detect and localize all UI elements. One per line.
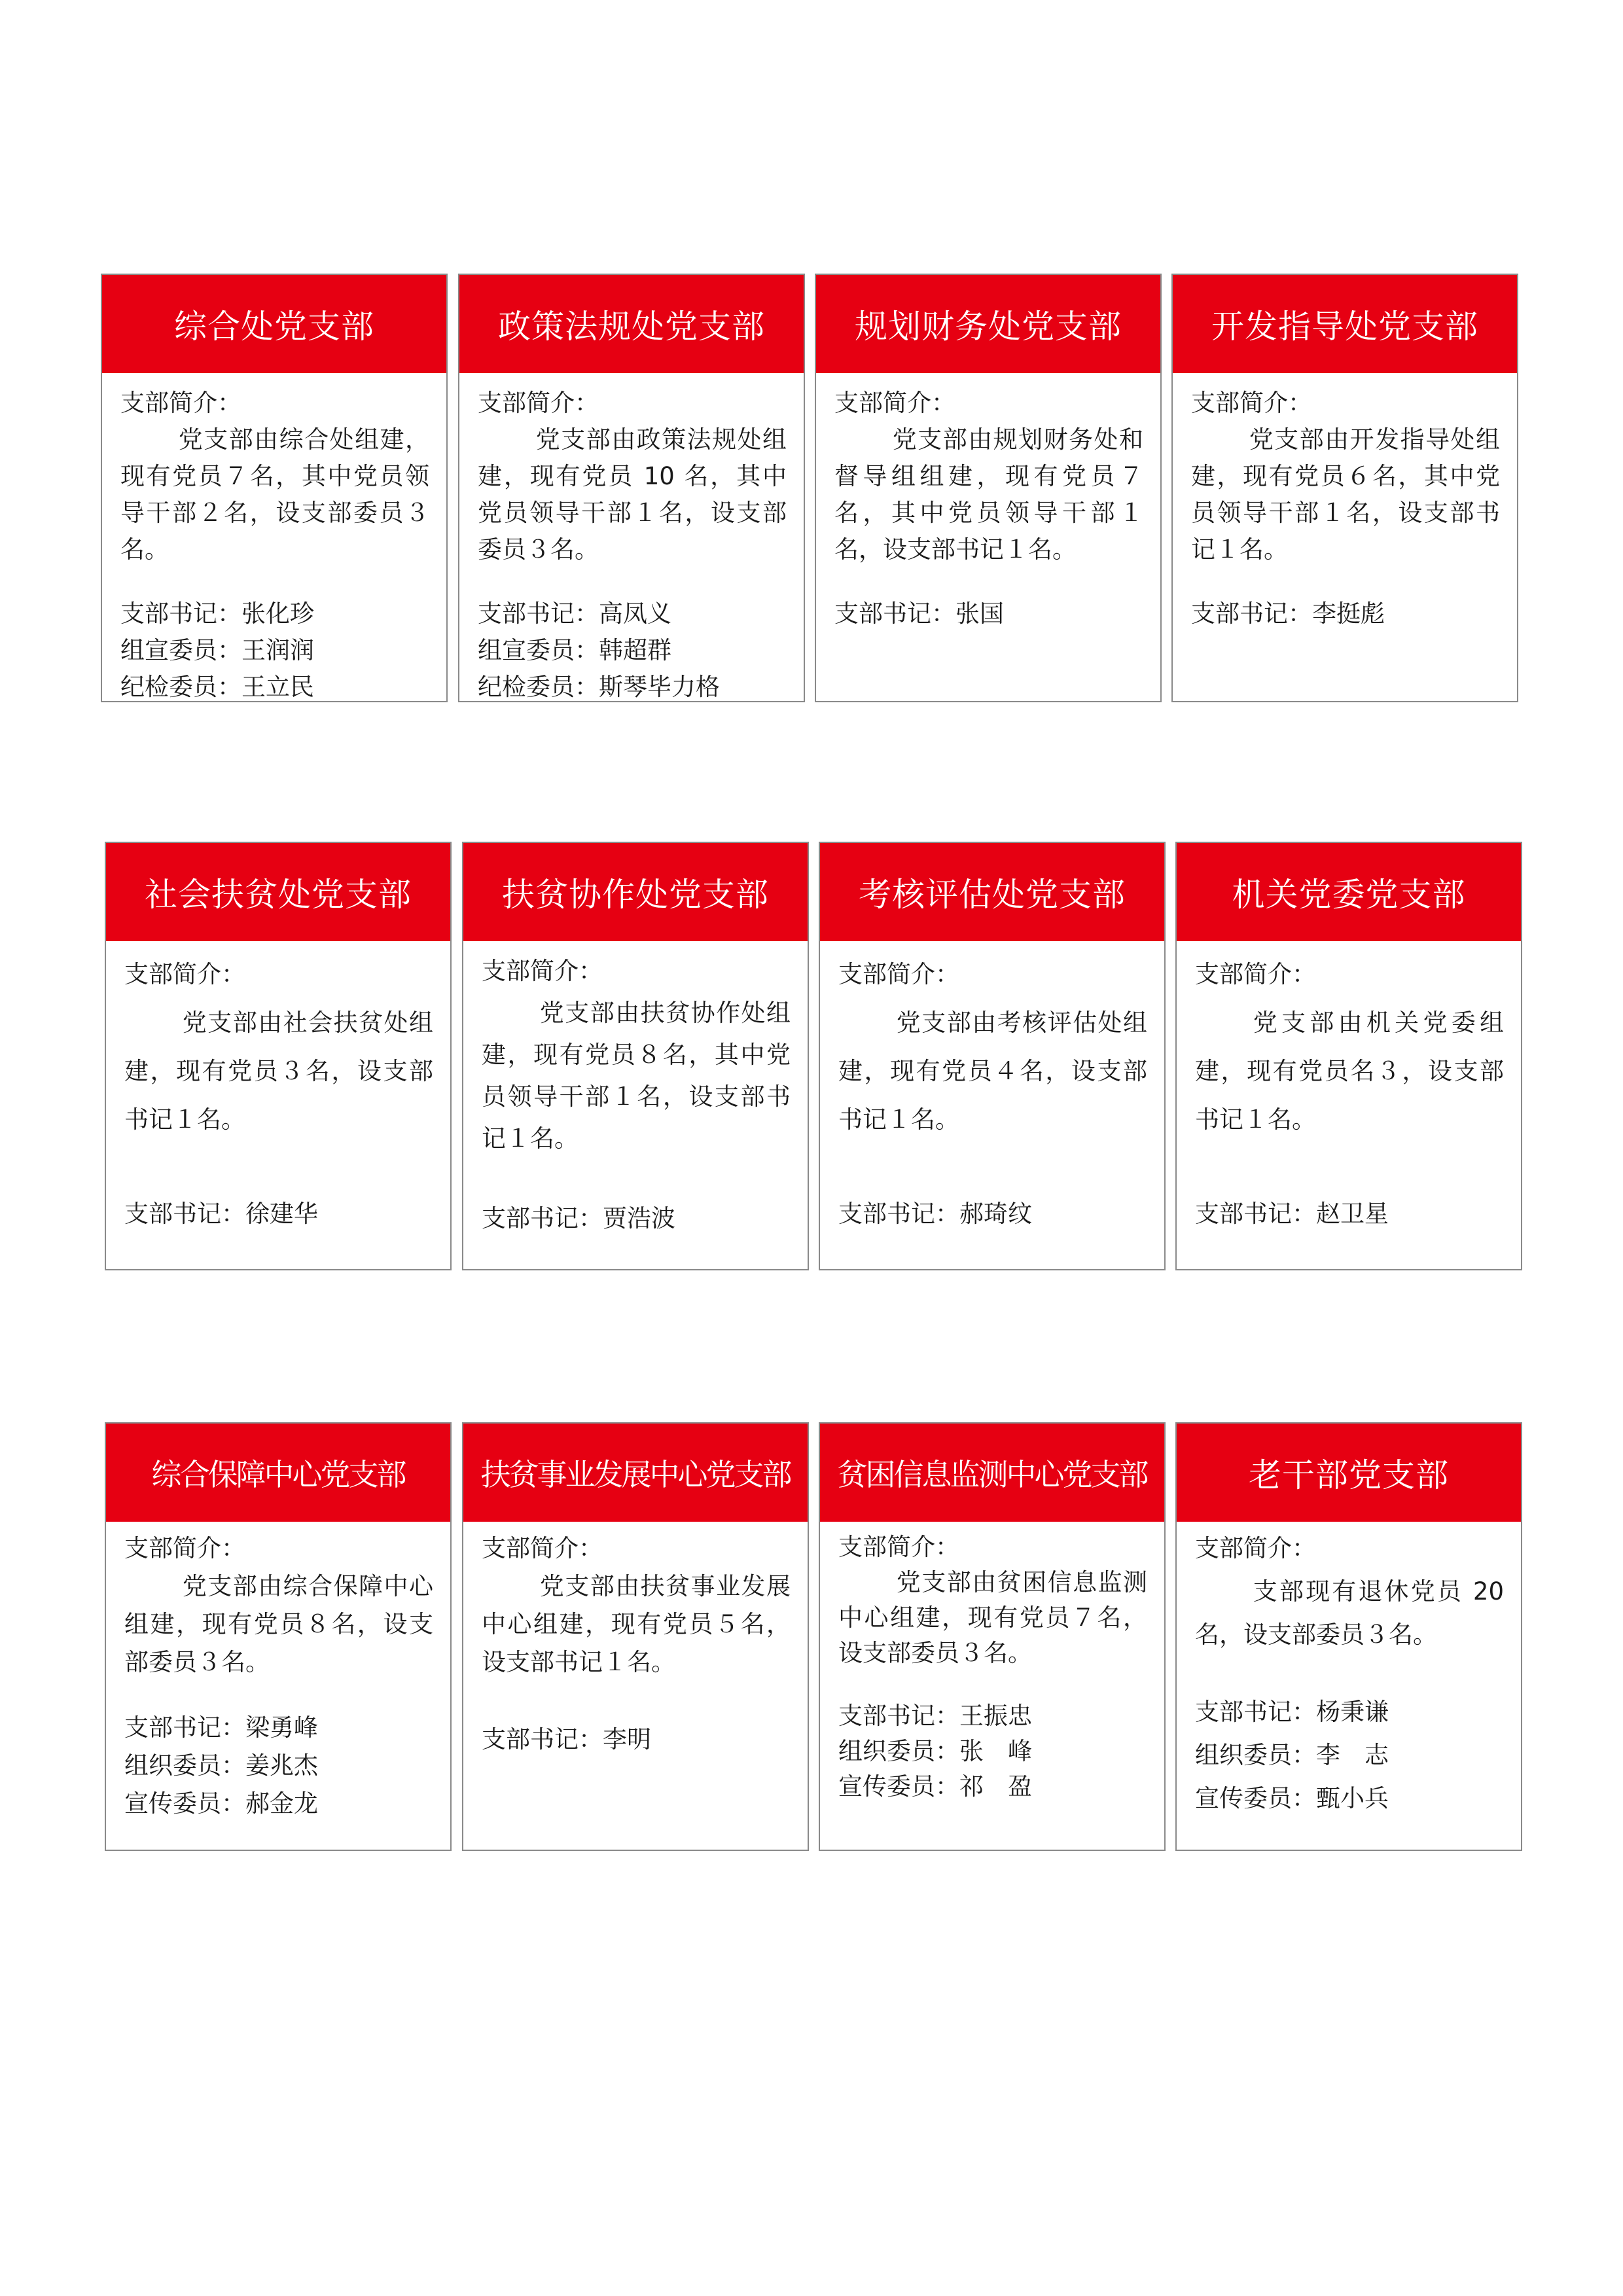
member-secretary: 支部书记：李挺彪 [1191,600,1385,628]
intro-text: 党支部由扶贫协作处组建，现有党员８名，其中党员领导干部１名，设支部书记１名。 [482,999,791,1153]
branch-body [463,1522,808,1759]
branch-title: 社会扶贫处党支部 [106,843,450,941]
branch-card-11 [819,1422,1166,1851]
intro-text: 支部现有退休党员 20 名，设支部委员３名。 [1195,1577,1504,1649]
branch-body [106,941,450,1238]
branch-title: 政策法规处党支部 [459,275,804,373]
member-secretary: 支部书记：贾浩波 [482,1204,675,1232]
intro-label: 支部简介： [1195,1534,1316,1562]
intro-label: 支部简介： [124,1534,245,1562]
member-3: 宣传委员：郝金龙 [124,1789,318,1818]
intro-text: 党支部由综合处组建，现有党员７名，其中党员领导干部２名，设支部委员３名。 [120,425,429,564]
intro-text: 党支部由社会扶贫处组建，现有党员３名，设支部书记１名。 [124,1009,433,1134]
branch-card-7 [819,842,1166,1270]
member-2: 组织委员：李 志 [1195,1741,1389,1769]
intro-label: 支部简介： [124,960,245,988]
spacer [834,568,1143,596]
branch-body [1173,373,1517,632]
branch-title: 综合保障中心党支部 [106,1424,450,1522]
member-secretary: 支部书记：杨秉谦 [1195,1698,1389,1726]
branch-body [102,373,446,706]
branch-title: 规划财务处党支部 [816,275,1160,373]
branch-card-1 [101,274,448,702]
spacer [1195,1144,1504,1190]
branch-card-8 [1175,842,1522,1270]
intro-label: 支部简介： [482,957,603,985]
branch-body [820,1522,1164,1804]
intro-label: 支部简介： [478,389,599,417]
intro-label: 支部简介： [834,389,955,417]
branch-card-5 [105,842,452,1270]
spacer [1195,1657,1504,1691]
spacer [124,1144,433,1190]
member-secretary: 支部书记：李明 [482,1725,651,1753]
spacer [478,568,787,596]
member-3: 纪检委员：王立民 [120,673,314,701]
member-2: 组织委员：张 峰 [838,1737,1032,1765]
intro-text: 党支部由扶贫事业发展中心组建，现有党员５名，设支部书记１名。 [482,1572,791,1676]
member-2: 组宣委员：王润润 [120,636,314,664]
branch-title: 考核评估处党支部 [820,843,1164,941]
branch-title: 老干部党支部 [1177,1424,1521,1522]
branch-body [1177,941,1521,1238]
branch-title: 开发指导处党支部 [1173,275,1517,373]
member-secretary: 支部书记：郝琦纹 [838,1200,1032,1228]
member-secretary: 支部书记：王振忠 [838,1702,1032,1730]
member-2: 组宣委员：韩超群 [478,636,671,664]
branch-body [1177,1522,1521,1820]
member-3: 宣传委员：甄小兵 [1195,1784,1389,1812]
branch-card-9 [105,1422,452,1851]
branch-body [463,941,808,1240]
branch-title: 综合处党支部 [102,275,446,373]
member-3: 宣传委员：祁 盈 [838,1772,1032,1801]
branch-title: 扶贫事业发展中心党支部 [463,1424,808,1522]
member-secretary: 支部书记：梁勇峰 [124,1713,318,1742]
branch-body [459,373,804,706]
branch-card-6 [462,842,809,1270]
intro-label: 支部简介： [838,960,959,988]
spacer [482,1681,791,1721]
member-secretary: 支部书记：徐建华 [124,1200,318,1228]
intro-text: 党支部由政策法规处组建，现有党员 10 名，其中党员领导干部１名，设支部委员３名。 [478,425,787,564]
spacer [838,1671,1147,1698]
branch-card-12 [1175,1422,1522,1851]
intro-text: 党支部由开发指导处组建，现有党员６名，其中党员领导干部１名，设支部书记１名。 [1191,425,1500,564]
intro-label: 支部简介： [1195,960,1316,988]
branch-card-4 [1171,274,1518,702]
branch-card-2 [458,274,805,702]
intro-label: 支部简介： [120,389,241,417]
branch-body [816,373,1160,632]
member-secretary: 支部书记：张化珍 [120,600,314,628]
branch-body [106,1522,450,1823]
member-secretary: 支部书记：高凤义 [478,600,671,628]
branch-body [820,941,1164,1238]
intro-text: 党支部由综合保障中心组建，现有党员８名，设支部委员３名。 [124,1572,433,1676]
spacer [1191,568,1500,596]
spacer [482,1160,791,1198]
intro-text: 党支部由机关党委组建，现有党员名３，设支部书记１名。 [1195,1009,1504,1134]
branch-card-10 [462,1422,809,1851]
member-secretary: 支部书记：张国 [834,600,1004,628]
intro-text: 党支部由规划财务处和督导组组建，现有党员７名，其中党员领导干部１名，设支部书记１名。 [834,425,1143,564]
member-secretary: 支部书记：赵卫星 [1195,1200,1389,1228]
intro-label: 支部简介： [1191,389,1312,417]
branch-title: 机关党委党支部 [1177,843,1521,941]
member-3: 纪检委员：斯琴毕力格 [478,673,720,701]
branch-title: 扶贫协作处党支部 [463,843,808,941]
member-2: 组织委员：姜兆杰 [124,1751,318,1780]
branch-title: 贫困信息监测中心党支部 [820,1424,1164,1522]
intro-label: 支部简介： [482,1534,603,1562]
intro-text: 党支部由贫困信息监测中心组建，现有党员７名，设支部委员３名。 [838,1568,1147,1667]
intro-label: 支部简介： [838,1533,959,1561]
spacer [120,568,429,596]
intro-text: 党支部由考核评估处组建，现有党员４名，设支部书记１名。 [838,1009,1147,1134]
spacer [124,1681,433,1709]
branch-card-3 [815,274,1162,702]
spacer [838,1144,1147,1190]
